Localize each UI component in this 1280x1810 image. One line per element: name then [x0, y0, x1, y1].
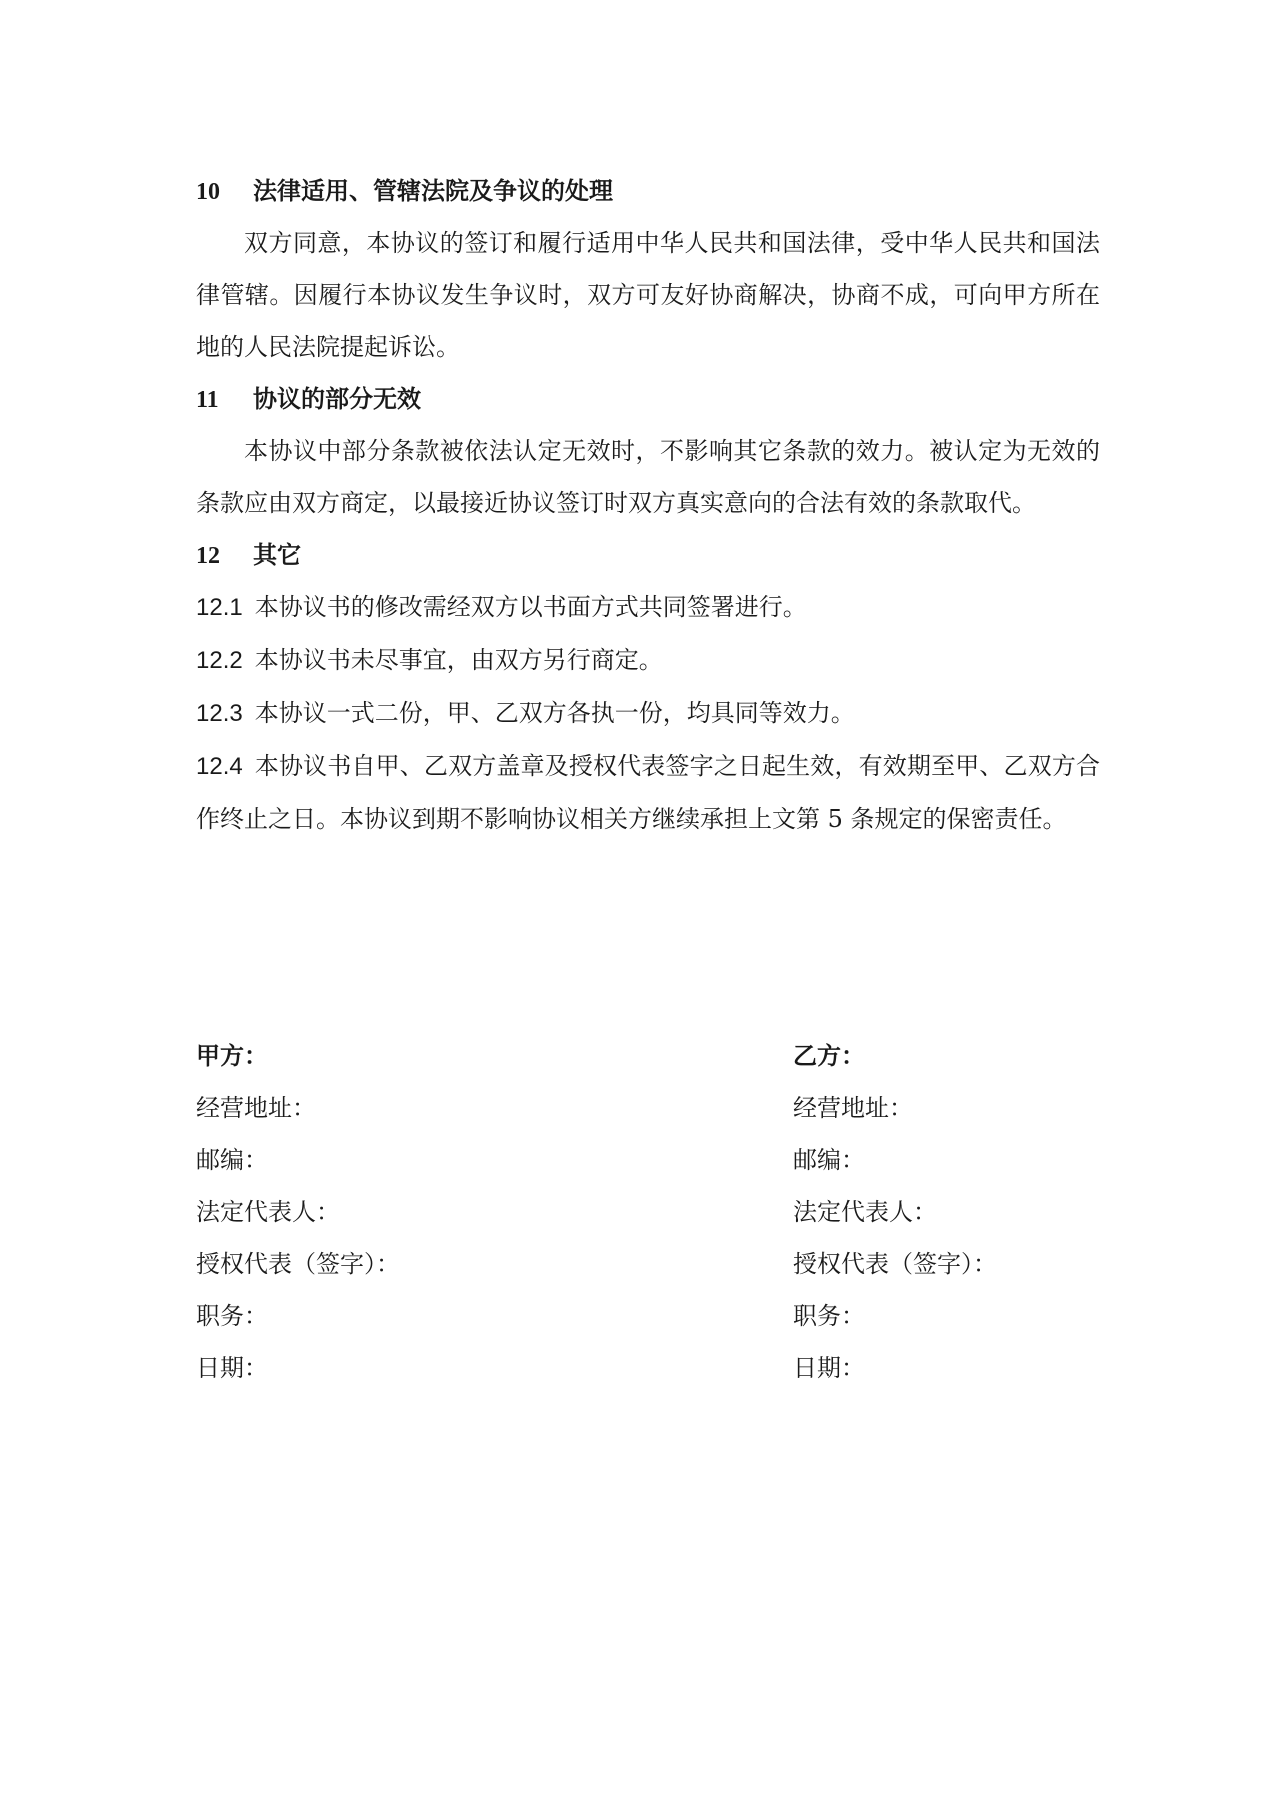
section-10-paragraph: 双方同意，本协议的签订和履行适用中华人民共和国法律，受中华人民共和国法律管辖。因履行本协议发生争议时，双方可友好协商解决，协商不成，可向甲方所在地的人民法院提起诉讼。 — [196, 229, 1100, 361]
party-a-postcode-field: 邮编： — [196, 1146, 268, 1174]
party-b-label: 乙方： — [793, 1041, 865, 1070]
party-b-authorized-rep-field: 授权代表（签字）： — [793, 1250, 997, 1278]
party-a-label: 甲方： — [196, 1041, 268, 1070]
section-11-paragraph: 本协议中部分条款被依法认定无效时，不影响其它条款的效力。被认定为无效的条款应由双方商定，以最接近协议签订时双方真实意向的合法有效的条款取代。 — [196, 437, 1100, 517]
party-b-date-field: 日期： — [793, 1354, 865, 1382]
party-b-legal-rep-field: 法定代表人： — [793, 1198, 937, 1226]
section-title: 协议的部分无效 — [253, 384, 421, 413]
clause-12-1 — [196, 581, 1100, 634]
clause-number: 12.4 — [196, 753, 243, 780]
clause-12-3 — [196, 687, 1100, 740]
section-12-heading — [196, 529, 1100, 581]
party-a-address-field: 经营地址： — [196, 1094, 316, 1122]
section-number: 11 — [196, 387, 219, 413]
section-title: 其它 — [253, 540, 301, 569]
party-a-position-field: 职务： — [196, 1302, 268, 1330]
section-11-heading — [196, 373, 1100, 425]
party-a-column — [196, 1030, 596, 1394]
clause-12-2 — [196, 634, 1100, 687]
clause-text: 本协议书未尽事宜，由双方另行商定。 — [254, 646, 663, 674]
section-number: 12 — [196, 543, 220, 569]
party-b-column — [793, 1030, 1193, 1394]
clause-text: 本协议书自甲、乙双方盖章及授权代表签字之日起生效，有效期至甲、乙双方合作终止之日。本协议到期不影响协议相关方继续承担上文第 5 条规定的保密责任。 — [196, 752, 1100, 833]
section-title: 法律适用、管辖法院及争议的处理 — [253, 176, 613, 205]
party-a-date-field: 日期： — [196, 1354, 268, 1382]
clause-number: 12.3 — [196, 700, 243, 727]
clause-text: 本协议书的修改需经双方以书面方式共同签署进行。 — [254, 593, 807, 621]
party-a-legal-rep-field: 法定代表人： — [196, 1198, 340, 1226]
party-b-postcode-field: 邮编： — [793, 1146, 865, 1174]
party-a-authorized-rep-field: 授权代表（签字）： — [196, 1250, 400, 1278]
document-body — [196, 165, 1100, 845]
clause-number: 12.1 — [196, 594, 243, 621]
clause-number: 12.2 — [196, 647, 243, 674]
section-number: 10 — [196, 179, 220, 205]
party-b-position-field: 职务： — [793, 1302, 865, 1330]
section-10-heading — [196, 165, 1100, 217]
party-b-address-field: 经营地址： — [793, 1094, 913, 1122]
clause-12-4 — [196, 740, 1100, 845]
clause-text: 本协议一式二份，甲、乙双方各执一份，均具同等效力。 — [254, 699, 855, 727]
